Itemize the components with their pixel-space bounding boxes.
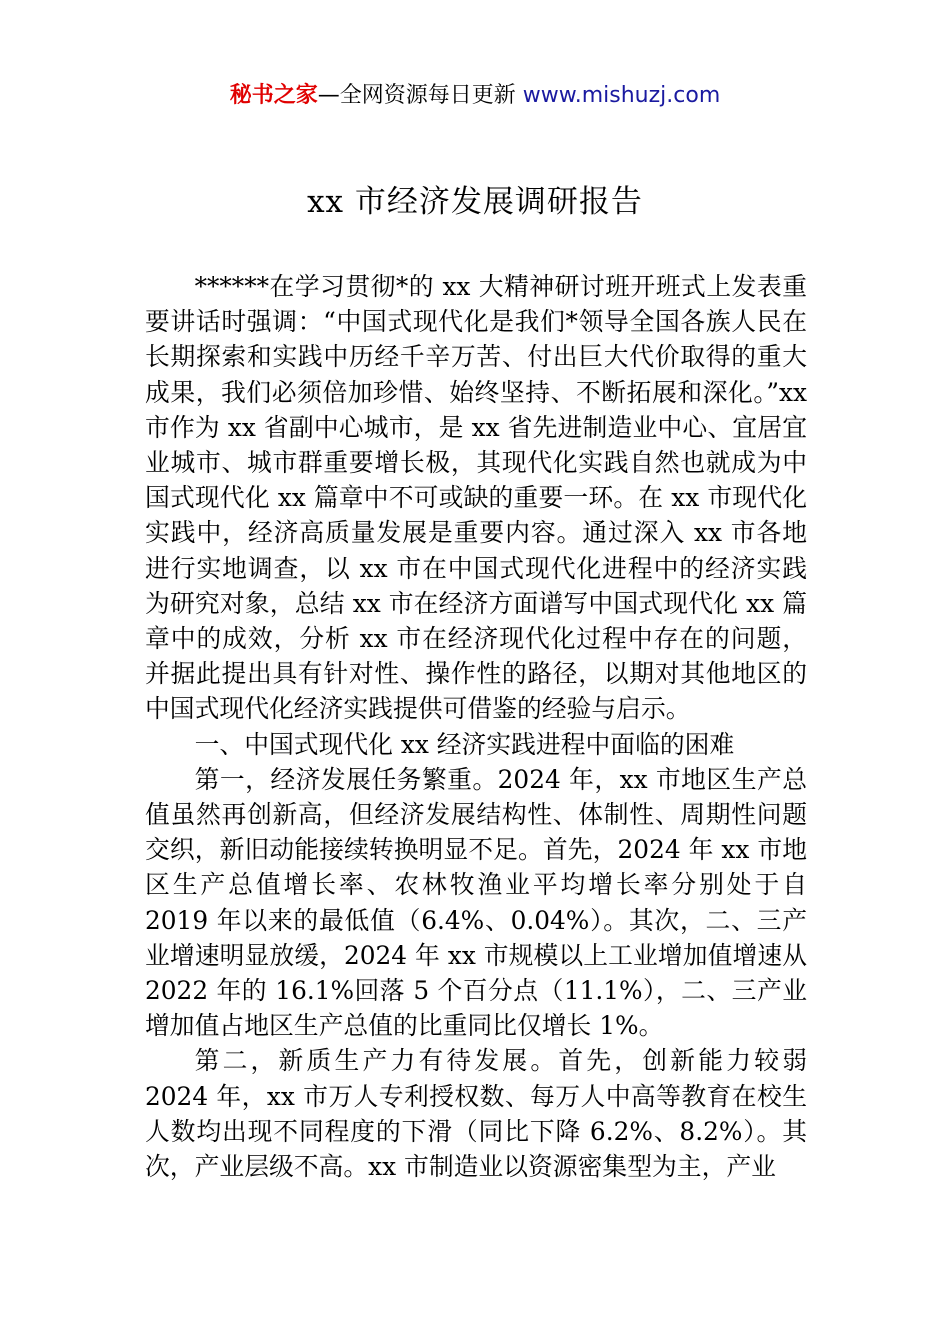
site-tagline: —全网资源每日更新 [317,83,523,108]
site-brand: 秘书之家 [229,83,318,108]
site-header [0,80,950,112]
document-title: xx 市经济发展调研报告 [307,184,643,220]
body-paragraph: 第二，新质生产力有待发展。首先，创新能力较弱 2024 年，xx 市万人专利授权数、每万人中高等教育在校生人数均出现不同程度的下滑（同比下降 6.2%、8.2%）。其次，产业层级不高。xx 市制造业以资源密集型为主，产业 [145,1046,807,1182]
body-paragraph: 第一，经济发展任务繁重。2024 年，xx 市地区生产总值虽然再创新高，但经济发展结构性、体制性、周期性问题交织，新旧动能接续转换明显不足。首先，2024 年 xx 市地区生产总值增长率、农林牧渔业平均增长率分别处于自 2019 年以来的最低值（6.4%、0.04%）。其次，二、三产业增速明显放缓，2024 年 xx 市规模以上工业增加值增速从 2022 年的 16.1%回落 5 个百分点（11.1%），二、三产业增加值占地区生产总值的比重同比仅增长 1%。 [145,764,807,1041]
document-body [145,269,807,1184]
site-url-link[interactable]: www.mishuzj.com [522,83,721,108]
intro-paragraph: ******在学习贯彻*的 xx 大精神研讨班开班式上发表重要讲话时强调：“中国式现代化是我们*领导全国各族人民在长期探索和实践中历经千辛万苦、付出巨大代价取得的重大成果，我们必须倍加珍惜、始终坚持、不断拓展和深化。”xx 市作为 xx 省副中心城市，是 xx 省先进制造业中心、宜居宜业城市、城市群重要增长极，其现代化实践自然也就成为中国式现代化 xx 篇章中不可或缺的重要一环。在 xx 市现代化实践中，经济高质量发展是重要内容。通过深入 xx 市各地进行实地调查，以 xx 市在中国式现代化进程中的经济实践为研究对象，总结 xx 市在经济方面谱写中国式现代化 xx 篇章中的成效，分析 xx 市在经济现代化过程中存在的问题，并据此提出具有针对性、操作性的路径，以期对其他地区的中国式现代化经济实践提供可借鉴的经验与启示。 [145,272,807,724]
section-heading: 一、中国式现代化 xx 经济实践进程中面临的困难 [194,729,735,759]
